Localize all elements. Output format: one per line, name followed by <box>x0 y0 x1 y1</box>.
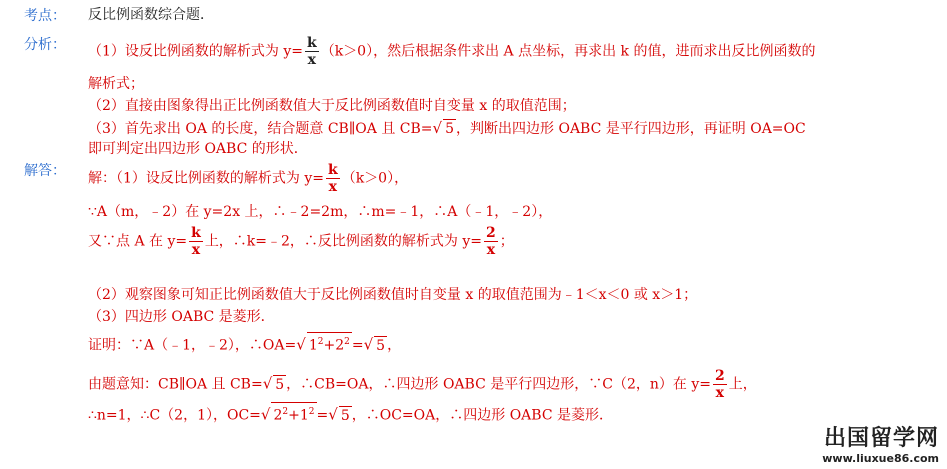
radicand-term: 2 <box>273 407 283 424</box>
analysis-text: （k＞0），然后根据条件求出 A 点坐标，再求出 k 的值，进而求出反比例函数的 <box>320 43 816 60</box>
analysis-text: （1）设反比例函数的解析式为 y= <box>88 43 303 60</box>
sqrt-sign: √ <box>328 405 338 424</box>
exponent: 2 <box>282 407 289 417</box>
solution-line-2 <box>88 203 552 221</box>
solution-text: 由题意知：CB∥OA 且 CB= <box>88 376 263 393</box>
solution-text: ，∴OC=OA，∴四边形 OABC 是菱形． <box>351 407 613 424</box>
analysis-text: ，判断出四边形 OABC 是平行四边形，再证明 OA=OC <box>456 121 806 137</box>
solution-text: 上， <box>728 376 757 393</box>
sqrt-sign: √ <box>432 119 443 137</box>
fraction-k-over-x <box>189 225 203 258</box>
analysis-line-2 <box>88 75 144 93</box>
solution-line-3 <box>88 225 514 258</box>
solution-text: 上，∴k=﹣2，∴反比例函数的解析式为 y= <box>204 233 483 250</box>
solution-text: 解：（1）设反比例函数的解析式为 y= <box>88 170 324 187</box>
exponent: 2 <box>317 337 324 347</box>
exponent: 2 <box>344 337 350 347</box>
topic-line <box>88 6 214 24</box>
analysis-text: （3）首先求出 OA 的长度，结合题意 CB∥OA 且 CB= <box>88 121 433 137</box>
exponent: 2 <box>308 407 315 417</box>
solution-text: （k＞0）， <box>341 170 409 187</box>
sqrt-sign: √ <box>262 374 273 393</box>
label-jieda: 解答： <box>24 163 66 179</box>
fraction-numerator: k <box>328 162 338 178</box>
sqrt-sign: √ <box>363 335 374 354</box>
fraction-k-over-x <box>305 35 319 68</box>
fraction-denominator: x <box>715 385 725 401</box>
fraction-denominator: x <box>191 242 201 258</box>
radicand-term: 1 <box>308 337 318 354</box>
solution-line-8 <box>88 402 613 425</box>
sqrt-sign: √ <box>260 405 271 424</box>
label-fenxi: 分析： <box>24 37 66 53</box>
fraction-denominator: x <box>328 179 338 195</box>
solution-text: ， <box>387 337 402 354</box>
watermark-url: www.liuxue86.com <box>822 452 939 465</box>
solution-line-5 <box>88 308 275 326</box>
radicand-term: +1 <box>288 407 309 424</box>
fraction-denominator: x <box>307 52 317 68</box>
radicand: 5 <box>376 337 386 354</box>
radicand <box>271 402 316 425</box>
radicand: 5 <box>275 376 285 393</box>
solution-text: ，∴CB=OA，∴四边形 OABC 是平行四边形，∵C（2，n）在 y= <box>286 376 711 393</box>
solution-text: = <box>351 337 364 354</box>
fraction-2-over-x <box>713 368 727 401</box>
fraction-numerator: k <box>191 225 201 241</box>
fraction-numerator: k <box>307 35 317 51</box>
analysis-line-4 <box>88 119 806 138</box>
solution-text: ； <box>499 233 514 250</box>
solution-text: ∵A（m，﹣2）在 y=2x 上，∴﹣2=2m，∴m=﹣1，∴A（﹣1，﹣2）， <box>88 204 553 220</box>
radicand-term: +2 <box>323 337 345 354</box>
analysis-line-1 <box>88 35 816 68</box>
fraction-2-over-x <box>484 225 498 258</box>
solution-text: （2）观察图象可知正比例函数值大于反比例函数值时自变量 x 的取值范围为﹣1＜x＜0 或 x＞1； <box>88 287 698 303</box>
fraction-k-over-x <box>326 162 340 195</box>
radicand <box>307 332 352 355</box>
radicand: 5 <box>445 121 455 137</box>
solution-line-6 <box>88 332 401 355</box>
sqrt-sign: √ <box>296 335 306 354</box>
watermark-title: 出国留学网 <box>823 426 939 451</box>
solution-text: 又∵点 A 在 y= <box>88 233 188 250</box>
fraction-numerator: 2 <box>486 225 496 241</box>
fraction-numerator: 2 <box>714 368 725 384</box>
solution-text: （3）四边形 OABC 是菱形． <box>88 309 275 325</box>
solution-text: ∴n=1，∴C（2，1），OC= <box>88 407 261 424</box>
analysis-text: 即可判定出四边形 OABC 的形状． <box>88 141 308 157</box>
fraction-denominator: x <box>486 242 496 258</box>
radicand: 5 <box>340 407 350 424</box>
topic-text: 反比例函数综合题． <box>88 7 214 23</box>
analysis-line-3 <box>88 97 576 115</box>
solution-line-4 <box>88 286 697 304</box>
label-kaodian: 考点： <box>24 8 66 24</box>
solution-line-7 <box>88 368 757 401</box>
analysis-text: 解析式； <box>88 76 144 92</box>
solution-text: 证明：∵A（﹣1，﹣2），∴OA= <box>88 337 297 354</box>
solution-line-1 <box>88 162 408 195</box>
solution-text: = <box>316 407 329 424</box>
analysis-line-5 <box>88 140 308 158</box>
watermark-logo <box>822 421 939 465</box>
analysis-text: （2）直接由图象得出正比例函数值大于反比例函数值时自变量 x 的取值范围； <box>88 98 576 114</box>
